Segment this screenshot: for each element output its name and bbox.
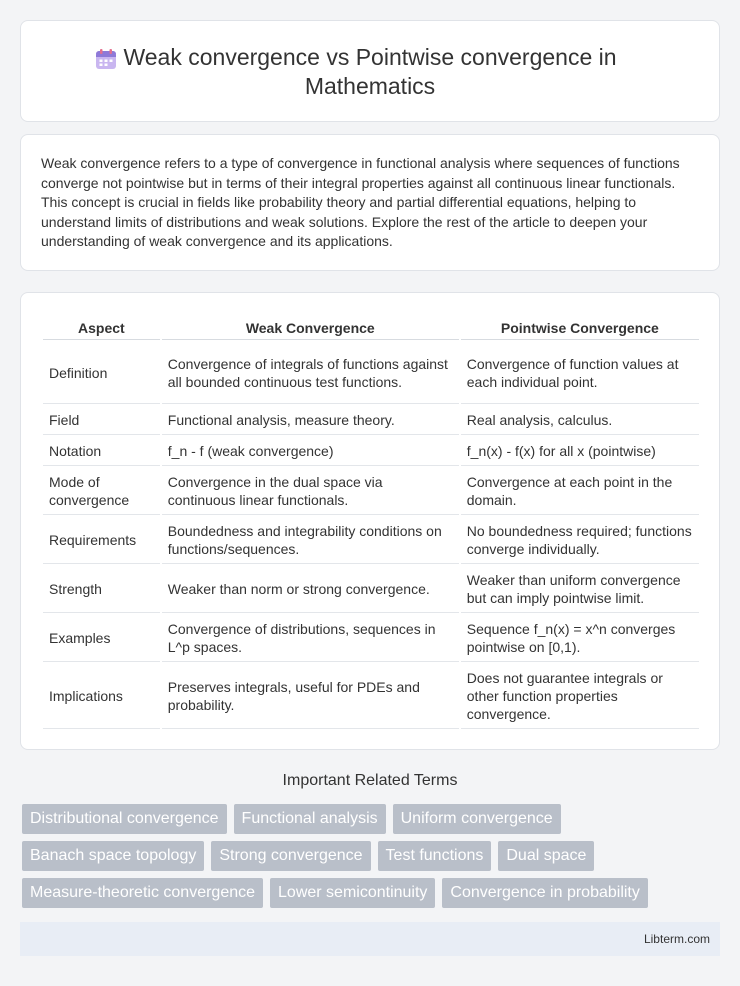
header-aspect: Aspect [43,315,160,340]
tag-uniform-convergence[interactable]: Uniform convergence [393,804,561,834]
row-weak: f_n - f (weak convergence) [162,437,459,466]
tag-row [22,841,722,871]
row-aspect: Field [43,406,160,435]
table-row [43,517,699,564]
row-weak: Boundedness and integrability conditions on functions/sequences. [162,517,459,564]
row-pointwise: Weaker than uniform convergence but can imply pointwise limit. [461,566,699,613]
table-header-row [43,315,699,340]
tag-convergence-in-probability[interactable]: Convergence in probability [442,878,647,908]
row-aspect: Requirements [43,517,160,564]
row-pointwise: No boundedness required; functions converge individually. [461,517,699,564]
tag-strong-convergence[interactable]: Strong convergence [211,841,370,871]
row-aspect: Implications [43,664,160,729]
header-pointwise-convergence: Pointwise Convergence [461,315,699,340]
table-row [43,468,699,515]
row-aspect: Examples [43,615,160,662]
row-aspect: Strength [43,566,160,613]
tag-dual-space[interactable]: Dual space [498,841,594,871]
related-terms-title: Important Related Terms [282,772,458,789]
row-pointwise: Sequence f_n(x) = x^n converges pointwise on [0,1). [461,615,699,662]
tag-functional-analysis[interactable]: Functional analysis [234,804,386,834]
tag-row [22,878,722,908]
row-pointwise: Convergence at each point in the domain. [461,468,699,515]
header-weak-convergence: Weak Convergence [162,315,459,340]
intro-card [20,134,720,271]
comparison-table [41,313,701,731]
row-weak: Convergence of distributions, sequences in L^p spaces. [162,615,459,662]
row-aspect: Notation [43,437,160,466]
row-weak: Preserves integrals, useful for PDEs and probability. [162,664,459,729]
table-row [43,342,699,404]
row-weak: Convergence in the dual space via continuous linear functionals. [162,468,459,515]
row-aspect: Mode of convergence [43,468,160,515]
row-pointwise: Real analysis, calculus. [461,406,699,435]
row-weak: Weaker than norm or strong convergence. [162,566,459,613]
tag-test-functions[interactable]: Test functions [378,841,492,871]
tag-measure-theoretic-convergence[interactable]: Measure-theoretic convergence [22,878,263,908]
intro-paragraph: Weak convergence refers to a type of convergence in functional analysis where sequences of functions converge not pointwise but in terms of their integral properties against all continuous linear functionals. This concept is crucial in fields like probability theory and partial differential equations, helping to understand limits of distributions and weak solutions. Explore the rest of the article to deepen your understanding of weak convergence and its applications. [41,155,680,249]
table-row [43,437,699,466]
table-row [43,664,699,729]
tag-banach-space-topology[interactable]: Banach space topology [22,841,204,871]
tag-row [22,804,722,834]
table-row [43,406,699,435]
comparison-card [20,292,720,750]
row-pointwise: f_n(x) - f(x) for all x (pointwise) [461,437,699,466]
related-terms-list [22,804,722,915]
footer [20,922,720,956]
page-title: Weak convergence vs Pointwise convergence in Mathematics [123,44,617,99]
row-pointwise: Convergence of function values at each individual point. [461,342,699,404]
row-weak: Functional analysis, measure theory. [162,406,459,435]
tag-lower-semicontinuity[interactable]: Lower semicontinuity [270,878,435,908]
row-pointwise: Does not guarantee integrals or other function properties convergence. [461,664,699,729]
table-row [43,615,699,662]
table-row [43,566,699,613]
row-aspect: Definition [43,342,160,404]
footer-site-link[interactable]: Libterm.com [643,932,710,946]
header-card [20,20,720,122]
row-weak: Convergence of integrals of functions against all bounded continuous test functions. [162,342,459,404]
tag-distributional-convergence[interactable]: Distributional convergence [22,804,227,834]
